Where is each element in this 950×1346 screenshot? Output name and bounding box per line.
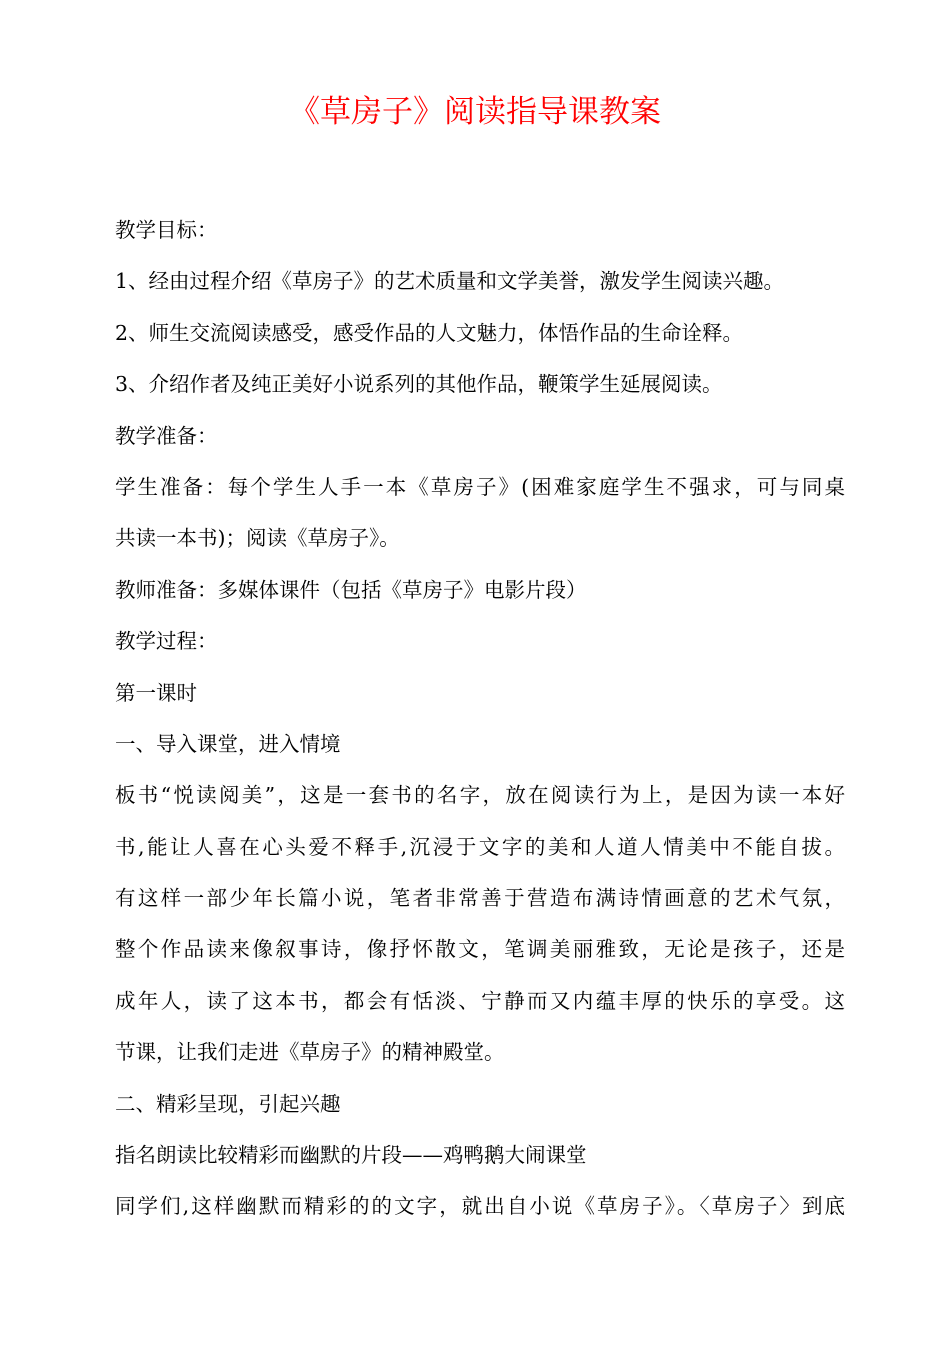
paragraph-line: 有这样一部少年长篇小说，笔者非常善于营造布满诗情画意的艺术气氛，: [115, 886, 845, 911]
paragraph-line: 同学们,这样幽默而精彩的的文字，就出自小说《草房子》。〈草房子〉到底: [115, 1194, 845, 1219]
paragraph-line: 节课，让我们走进《草房子》的精神殿堂。: [115, 1040, 505, 1065]
paragraph-line: 书,能让人喜在心头爱不释手,沉浸于文字的美和人道人情美中不能自拔。: [115, 834, 845, 859]
section-two-heading: 二、精彩呈现，引起兴趣: [115, 1091, 341, 1116]
paragraph-line: 指名朗读比较精彩而幽默的片段——鸡鸭鹅大闹课堂: [115, 1143, 587, 1168]
paragraph-line: 整个作品读来像叙事诗，像抒怀散文，笔调美丽雅致，无论是孩子，还是: [115, 937, 845, 962]
student-preparation-line-1: 学生准备：每个学生人手一本《草房子》(困难家庭学生不强求，可与同桌: [115, 474, 845, 499]
section-one-heading: 一、导入课堂，进入情境: [115, 731, 341, 756]
goal-item-2: 2、师生交流阅读感受，感受作品的人文魅力，体悟作品的生命诠释。: [115, 320, 744, 345]
teacher-preparation: 教师准备：多媒体课件（包括《草房子》电影片段）: [115, 577, 587, 602]
document-body: [115, 205, 845, 1233]
goal-item-3: 3、介绍作者及纯正美好小说系列的其他作品，鞭策学生延展阅读。: [115, 372, 723, 397]
heading-teaching-preparation: 教学准备：: [115, 423, 218, 448]
heading-teaching-goals: 教学目标：: [115, 218, 218, 242]
lesson-one-heading: 第一课时: [115, 680, 197, 705]
document-title: 《草房子》阅读指导课教案: [289, 94, 661, 130]
student-preparation-line-2: 共读一本书)；阅读《草房子》。: [115, 526, 400, 551]
goal-item-1: 1、经由过程介绍《草房子》的艺术质量和文学美誉，激发学生阅读兴趣。: [115, 269, 785, 294]
paragraph-line: 成年人，读了这本书，都会有恬淡、宁静而又内蕴丰厚的快乐的享受。这: [115, 988, 845, 1013]
paragraph-line: 板书“悦读阅美”，这是一套书的名字，放在阅读行为上，是因为读一本好: [115, 783, 845, 808]
heading-teaching-process: 教学过程：: [115, 629, 218, 654]
